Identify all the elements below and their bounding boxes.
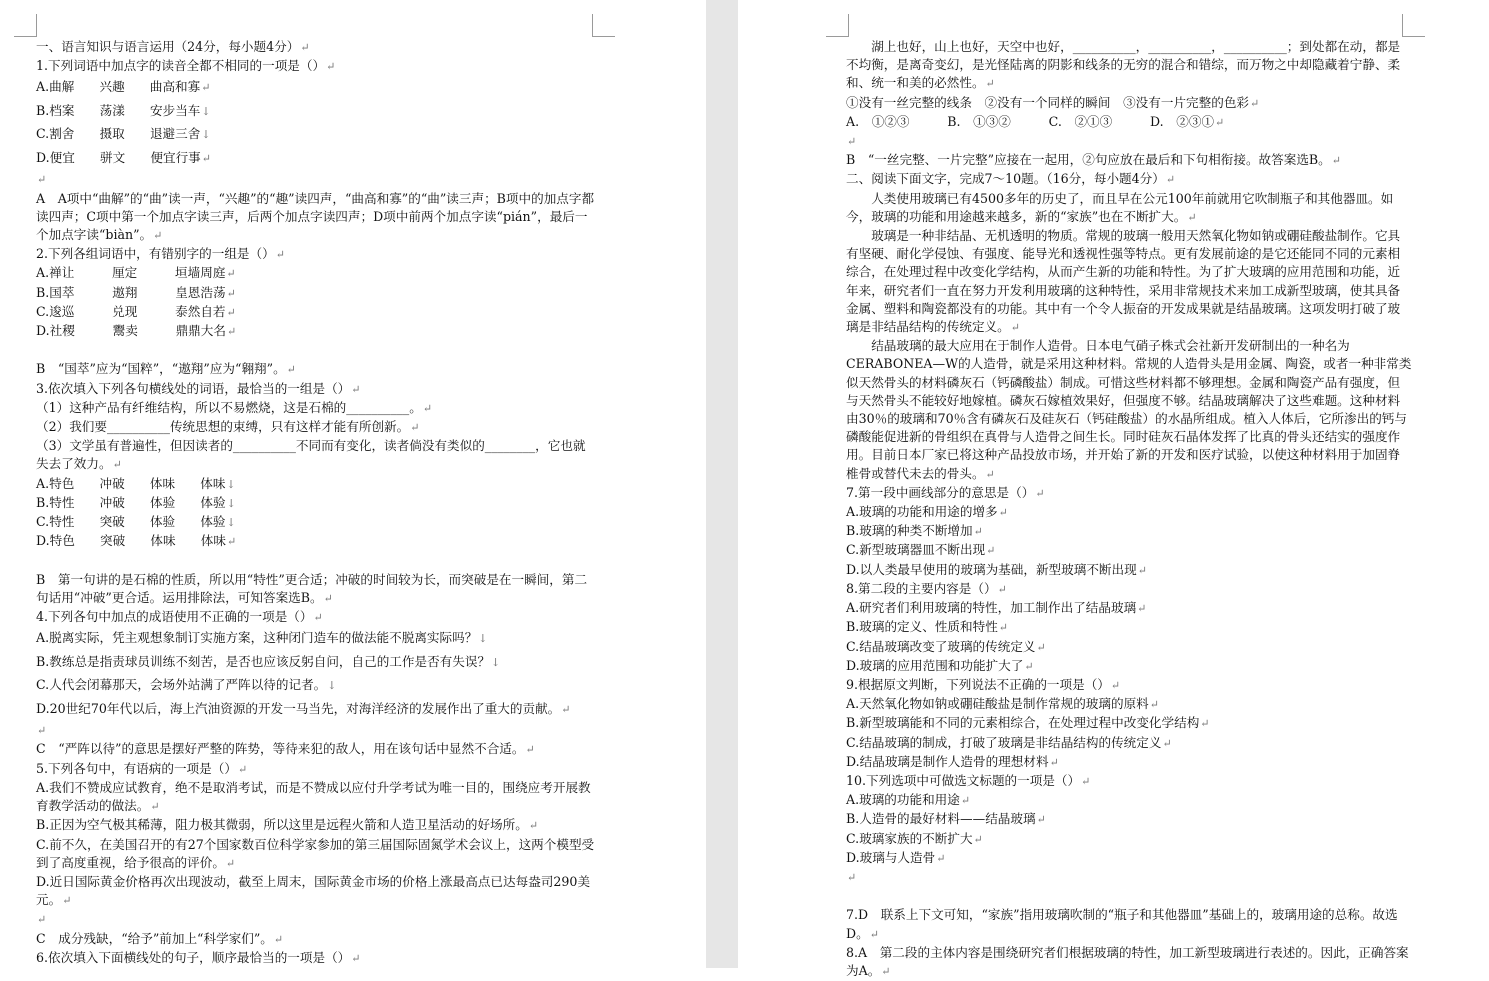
- line-text: B.新型玻璃能和不同的元素相综合，在处理过程中改变化学结构: [846, 715, 1200, 731]
- paragraph-mark-icon: ↵: [1331, 154, 1341, 168]
- text-line: [846, 676, 1412, 695]
- paragraph-mark-icon: ↵: [422, 401, 433, 415]
- text-line: [36, 264, 596, 283]
- line-text: D.特色 突破 体味 体味: [36, 533, 226, 549]
- text-line: [846, 190, 1412, 227]
- text-line: [846, 734, 1412, 753]
- paragraph-mark-icon: ↵: [326, 60, 336, 74]
- text-line: [36, 627, 596, 651]
- text-line: [846, 170, 1412, 189]
- text-line: [846, 132, 1412, 151]
- text-line: [36, 475, 596, 494]
- text-line: [36, 949, 596, 968]
- paragraph-mark-icon: ↓: [226, 477, 236, 491]
- paragraph-mark-icon: ↵: [273, 932, 284, 946]
- line-text: A A项中“曲解”的“曲”读一声，“兴趣”的“趣”读四声，“曲高和寡”的“曲”读三声；B项中的加点字都读四声；C项中第一个加点字读三声，后两个加点字读四声；D项中前两个加点字读“pián”，最后一个加点字读“biàn”。: [36, 190, 595, 243]
- text-line: [36, 100, 596, 124]
- line-text: D.便宜 骈文 便宜行事: [36, 149, 201, 165]
- paragraph-mark-icon: ↵: [1010, 321, 1020, 335]
- paragraph-mark-icon: ↵: [869, 927, 879, 941]
- line-text: B.正因为空气极其稀薄，阻力极其微弱，所以这里是远程火箭和人造卫星活动的好场所。: [36, 817, 528, 833]
- paragraph-mark-icon: ↵: [973, 832, 983, 846]
- paragraph-mark-icon: ↵: [112, 458, 122, 472]
- line-text: 一、语言知识与语言运用（24分，每小题4分）: [36, 39, 300, 54]
- paragraph-mark-icon: ↵: [351, 382, 361, 396]
- text-line: [846, 887, 1412, 906]
- paragraph-mark-icon: ↵: [62, 894, 72, 908]
- paragraph-mark-icon: ↵: [226, 535, 237, 549]
- text-line: [846, 227, 1412, 337]
- paragraph-mark-icon: ↵: [997, 582, 1007, 596]
- text-line: [846, 944, 1412, 981]
- line-text: C 成分残缺，“给予”前加上“科学家们”。: [36, 930, 273, 946]
- text-line: [36, 190, 596, 246]
- text-line: [36, 245, 596, 264]
- text-line: [846, 38, 1412, 94]
- text-line: [36, 836, 596, 873]
- line-text: C.割舍 摄取 退避三舍: [36, 126, 201, 142]
- paragraph-mark-icon: ↵: [1149, 698, 1159, 712]
- text-line: [36, 551, 596, 570]
- paragraph-mark-icon: ↵: [960, 794, 971, 808]
- line-text: B.档案 荡漾 安步当车: [36, 102, 201, 118]
- text-line: [36, 76, 596, 100]
- text-line: [36, 513, 596, 532]
- text-line: [36, 170, 596, 189]
- text-line: [846, 503, 1412, 522]
- paragraph-mark-icon: ↵: [847, 135, 857, 149]
- line-text: （3）文学虽有普遍性，但因读者的__________不同而有变化，读者倘没有类似的________，它也就失去了效力。: [36, 438, 586, 472]
- paragraph-mark-icon: ↵: [313, 611, 323, 625]
- paragraph-mark-icon: ↵: [1137, 563, 1147, 577]
- paragraph-mark-icon: ↓: [327, 679, 337, 693]
- paragraph-mark-icon: ↵: [1110, 678, 1121, 692]
- paragraph-mark-icon: ↵: [1215, 115, 1225, 129]
- line-text: A. ①②③ B. ①③② C. ②①③ D. ②③①: [846, 113, 1215, 129]
- paragraph-mark-icon: ↓: [226, 496, 236, 510]
- line-text: 8.A 第二段的主体内容是围绕研究者们根据玻璃的特性，加工新型玻璃进行表述的。因此，正确答案为A。: [846, 944, 1409, 978]
- line-text: C.新型玻璃器皿不断出现: [846, 542, 986, 558]
- paragraph-mark-icon: ↵: [1024, 659, 1034, 673]
- text-line: [36, 341, 596, 360]
- text-line: [36, 494, 596, 513]
- paragraph-mark-icon: ↵: [237, 762, 248, 776]
- paragraph-mark-icon: ↵: [973, 525, 983, 539]
- line-text: D.结晶玻璃是制作人造骨的理想材料: [846, 753, 1049, 769]
- line-text: B.教练总是指责球员训练不刻苦，是否也应该反躬自问，自己的工作是否有失误？: [36, 653, 491, 669]
- text-line: [846, 791, 1412, 810]
- page-corner-mark: [592, 14, 615, 37]
- line-text: A.禅让 厘定 垣墙周庭: [36, 265, 226, 281]
- line-text: B.人造骨的最好材料——结晶玻璃: [846, 811, 1036, 827]
- line-text: C.逡巡 兑现 泰然自若: [36, 303, 226, 319]
- paragraph-mark-icon: ↵: [323, 591, 333, 605]
- line-text: ①没有一丝完整的线条 ②没有一个同样的瞬间 ③没有一片完整的色彩: [846, 94, 1249, 110]
- paragraph-mark-icon: ↵: [300, 41, 310, 54]
- line-text: A.研究者们利用玻璃的特性，加工制作出了结晶玻璃: [846, 600, 1137, 616]
- paragraph-mark-icon: ↓: [491, 655, 501, 669]
- paragraph-mark-icon: ↵: [847, 870, 857, 884]
- line-text: D.近日国际黄金价格再次出现波动，截至上周末，国际黄金市场的价格上涨最高点已达每盎司290美元。: [36, 873, 591, 908]
- line-text: A.脱离实际，凭主观想象制订实施方案，这种闭门造车的做法能不脱离实际吗？: [36, 630, 478, 646]
- line-text: 1.下列词语中加点字的读音全都不相同的一项是（）: [36, 58, 326, 74]
- line-text: 二、阅读下面文字，完成7～10题。（16分，每小题4分）: [846, 171, 1165, 187]
- line-text: C.人代会闭幕那天，会场外站满了严阵以待的记者。: [36, 677, 327, 693]
- paragraph-mark-icon: ↵: [37, 724, 47, 738]
- text-line: [36, 57, 596, 76]
- text-line: [36, 873, 596, 910]
- text-line: [36, 38, 596, 57]
- text-line: [36, 532, 596, 551]
- paragraph-mark-icon: ↵: [1165, 173, 1176, 187]
- text-line: [36, 399, 596, 418]
- line-text: D.以人类最早使用的玻璃为基础，新型玻璃不断出现: [846, 561, 1137, 577]
- line-text: B 第一句讲的是石棉的性质，所以用“特性”更合适；冲破的时间较为长，而突破是在一瞬间，第二句话用“冲破”更合适。运用排除法，可知答案选B。: [36, 571, 588, 605]
- text-line: [846, 337, 1412, 484]
- text-line: [36, 284, 596, 303]
- paragraph-mark-icon: ↵: [881, 964, 891, 978]
- page-corner-mark: [826, 14, 849, 37]
- line-text: 7.第一段中画线部分的意思是（）: [846, 484, 1035, 500]
- paragraph-mark-icon: ↵: [37, 173, 47, 187]
- text-line: [36, 437, 596, 474]
- line-text: A.特色 冲破 体味 体味: [36, 475, 226, 491]
- text-line: [846, 618, 1412, 637]
- text-line: [846, 657, 1412, 676]
- line-text: C.结晶玻璃改变了玻璃的传统定义: [846, 638, 1036, 654]
- line-text: 湖上也好，山上也好，天空中也好，__________，__________，__________；到处都在动，都是不均衡，是离奇变幻，是光怪陆离的阴影和线条的无穷的混合和错综，而万物之中却隐藏着宁静、柔和、统一和美的必然性。: [846, 39, 1401, 91]
- text-line: [36, 303, 596, 322]
- left-text-column[interactable]: [36, 38, 596, 968]
- line-text: A.玻璃的功能和用途的增多: [846, 504, 998, 520]
- paragraph-mark-icon: ↓: [201, 128, 211, 142]
- line-text: B “一丝完整、一片完整”应接在一起用，②句应放在最后和下句相衔接。故答案选B。: [846, 152, 1331, 168]
- document-page-left: [0, 0, 706, 968]
- text-line: [846, 522, 1412, 541]
- text-line: [36, 779, 596, 816]
- paragraph-mark-icon: ↓: [201, 104, 211, 118]
- text-line: [846, 849, 1412, 868]
- text-line: [36, 674, 596, 698]
- line-text: B “国萃”应为“国粹”，“遨翔”应为“翱翔”。: [36, 361, 286, 377]
- text-line: [36, 930, 596, 949]
- paragraph-mark-icon: ↵: [351, 951, 361, 965]
- paragraph-mark-icon: ↵: [1200, 717, 1210, 731]
- line-text: D.20世纪70年代以后，海上汽油资源的开发一马当先，对海洋经济的发展作出了重大的贡献。: [36, 700, 561, 716]
- paragraph-mark-icon: ↵: [225, 856, 236, 870]
- line-text: C.玻璃家族的不断扩大: [846, 830, 973, 846]
- text-line: [846, 541, 1412, 560]
- text-line: [36, 698, 596, 722]
- line-text: C.结晶玻璃的制成，打破了玻璃是非结晶结构的传统定义: [846, 734, 1162, 750]
- paragraph-mark-icon: ↵: [1162, 736, 1172, 750]
- text-line: [36, 380, 596, 399]
- line-text: 10.下列选项中可做选文标题的一项是（）: [846, 772, 1081, 788]
- paragraph-mark-icon: ↵: [561, 702, 571, 716]
- text-line: [36, 760, 596, 779]
- paragraph-mark-icon: ↵: [998, 621, 1009, 635]
- line-text: A.曲解 兴趣 曲高和寡: [36, 79, 201, 95]
- paragraph-mark-icon: ↵: [1250, 96, 1260, 110]
- text-line: [36, 123, 596, 147]
- text-line: [36, 147, 596, 171]
- paragraph-mark-icon: ↵: [1187, 210, 1197, 224]
- line-text: 7.D 联系上下文可知，“家族”指用玻璃吹制的“瓶子和其他器皿”基础上的，玻璃用途的总称。故选D。: [846, 907, 1398, 941]
- line-text: B.玻璃的种类不断增加: [846, 523, 973, 539]
- text-line: [36, 816, 596, 835]
- paragraph-mark-icon: ↵: [226, 286, 236, 300]
- paragraph-mark-icon: ↵: [226, 325, 237, 339]
- paragraph-mark-icon: ↵: [1137, 602, 1147, 616]
- paragraph-mark-icon: ↵: [986, 544, 996, 558]
- text-line: [846, 599, 1412, 618]
- paragraph-mark-icon: ↵: [985, 467, 995, 481]
- paragraph-mark-icon: ↵: [528, 819, 539, 833]
- text-line: [36, 360, 596, 379]
- page-corner-mark: [1402, 14, 1425, 37]
- paragraph-mark-icon: ↵: [226, 305, 236, 319]
- paragraph-mark-icon: ↵: [201, 151, 211, 165]
- paragraph-mark-icon: ↵: [286, 363, 296, 377]
- text-line: [846, 810, 1412, 829]
- line-text: A.玻璃的功能和用途: [846, 792, 960, 808]
- line-text: C “严阵以待”的意思是摆好严整的阵势，等待来犯的敌人，用在该句话中显然不合适。: [36, 741, 525, 757]
- text-line: [36, 651, 596, 675]
- line-text: 玻璃是一种非结晶、无机透明的物质。常规的玻璃一般用天然氧化物如钠或硼硅酸盐制作。它具有坚硬、耐化学侵蚀、有强度、能导光和透视性强等特点。更有发展前途的是它还能同不同的元素相综合，在处理过程中改变化学结构，从而产生新的功能和特性。为了扩大玻璃的应用范围和功能，近年来，研究者们一直在努力开发利用玻璃的这种特性，采用非常规技术来加工成新型玻璃，使其具备金属、塑料和陶瓷都没有的功能。其中有一个令人振奋的开发成果就是结晶玻璃。这项发明打破了玻璃是非结晶结构的传统定义。: [846, 228, 1401, 335]
- line-text: 4.下列各句中加点的成语使用不正确的一项是（）: [36, 609, 313, 625]
- paragraph-mark-icon: ↵: [410, 421, 420, 435]
- line-text: （1）这种产品有纤维结构，所以不易燃烧，这是石棉的__________。: [36, 399, 422, 415]
- line-text: D.社稷 鬻卖 鼎鼎大名: [36, 323, 226, 339]
- document-page-right: [738, 0, 1489, 978]
- paragraph-mark-icon: ↵: [1081, 774, 1091, 788]
- text-line: [36, 418, 596, 437]
- paragraph-mark-icon: ↵: [1036, 813, 1046, 827]
- right-text-column[interactable]: [846, 38, 1412, 981]
- line-text: 5.下列各句中，有语病的一项是（）: [36, 760, 237, 776]
- paragraph-mark-icon: ↵: [1036, 640, 1046, 654]
- paragraph-mark-icon: ↵: [201, 81, 211, 95]
- line-text: 8.第二段的主要内容是（）: [846, 580, 997, 596]
- line-text: 3.依次填入下列各句横线处的词语，最恰当的一组是（）: [36, 380, 351, 396]
- text-line: [846, 561, 1412, 580]
- text-line: [36, 721, 596, 740]
- paragraph-mark-icon: ↵: [153, 229, 163, 243]
- line-text: 9.根据原文判断，下列说法不正确的一项是（）: [846, 676, 1110, 692]
- line-text: C.前不久，在美国召开的有27个国家数百位科学家参加的第三届国际固氮学术会议上，这两个模型受到了高度重视，给予很高的评价。: [36, 836, 595, 870]
- paragraph-mark-icon: ↓: [226, 516, 236, 530]
- line-text: C.特性 突破 体验 体验: [36, 514, 226, 530]
- paragraph-mark-icon: ↵: [936, 851, 946, 865]
- text-line: [846, 151, 1412, 170]
- text-line: [846, 714, 1412, 733]
- text-line: [846, 695, 1412, 714]
- line-text: B.国萃 遨翔 皇恩浩荡: [36, 284, 226, 300]
- text-line: [36, 571, 596, 608]
- text-line: [36, 910, 596, 929]
- paragraph-mark-icon: ↵: [985, 77, 995, 91]
- line-text: B.特性 冲破 体验 体验: [36, 494, 226, 510]
- text-line: [846, 753, 1412, 772]
- page-corner-mark: [14, 14, 37, 37]
- text-line: [846, 484, 1412, 503]
- line-text: A.天然氧化物如钠或硼硅酸盐是制作常规的玻璃的原料: [846, 696, 1149, 712]
- text-line: [36, 322, 596, 341]
- text-line: [846, 830, 1412, 849]
- line-text: 结晶玻璃的最大应用在于制作人造骨。日本电气硝子株式会社新开发研制出的一种名为CERABONEA—W的人造骨，就是采用这种材料。常规的人造骨头是用金属、陶瓷，或者一种非常类似天然骨头的材料磷灰石（钙磷酸盐）制成。可惜这些材料都不够理想。金属和陶瓷产品有强度，但与天然骨头不能较好地嫁植。磷灰石嫁植效果好，但强度不够。结晶玻璃解决了这些难题。这种材料由30％的玻璃和70％含有磷灰石及硅灰石（钙硅酸盐）的水晶所组成。植入人体后，它所渗出的钙与磷酸能促进新的骨组织在真骨与人造骨之间生长。同时硅灰石晶体发挥了比真的骨头还结实的强度作用。目前日本厂家已将这种产品投放市场，并开始了新的开发和医疗试验，以使这种材料用于加固脊椎骨或替代未去的骨头。: [846, 338, 1412, 481]
- line-text: D.玻璃与人造骨: [846, 849, 936, 865]
- paragraph-mark-icon: ↵: [226, 267, 236, 281]
- line-text: 2.下列各组词语中，有错别字的一组是（）: [36, 246, 275, 262]
- paragraph-mark-icon: ↵: [1035, 486, 1045, 500]
- page-gutter: [706, 0, 738, 968]
- line-text: 人类使用玻璃已有4500多年的历史了，而且早在公元100年前就用它吹制瓶子和其他器皿。如今，玻璃的功能和用途越来越多，新的“家族”也在不断扩大。: [846, 190, 1394, 224]
- paragraph-mark-icon: ↵: [275, 248, 285, 262]
- paragraph-mark-icon: ↵: [37, 913, 47, 927]
- text-line: [36, 740, 596, 759]
- text-line: [846, 772, 1412, 791]
- line-text: 6.依次填入下面横线处的句子，顺序最恰当的一项是（）: [36, 949, 351, 965]
- text-line: [846, 580, 1412, 599]
- line-text: D.玻璃的应用范围和功能扩大了: [846, 657, 1024, 673]
- text-line: [846, 638, 1412, 657]
- text-line: [846, 868, 1412, 887]
- paragraph-mark-icon: ↓: [478, 632, 488, 646]
- text-line: [36, 608, 596, 627]
- text-line: [846, 113, 1412, 132]
- paragraph-mark-icon: ↵: [150, 800, 160, 814]
- line-text: B.玻璃的定义、性质和特性: [846, 619, 998, 635]
- text-line: [846, 94, 1412, 113]
- paragraph-mark-icon: ↵: [525, 743, 535, 757]
- line-text: （2）我们要__________传统思想的束缚，只有这样才能有所创新。: [36, 419, 410, 435]
- line-text: A.我们不赞成应试教育，绝不是取消考试，而是不赞成以应付升学考试为唯一目的，围绕应考开展教育教学活动的做法。: [36, 779, 591, 814]
- paragraph-mark-icon: ↵: [1049, 755, 1059, 769]
- text-line: [846, 906, 1412, 943]
- paragraph-mark-icon: ↵: [998, 506, 1008, 520]
